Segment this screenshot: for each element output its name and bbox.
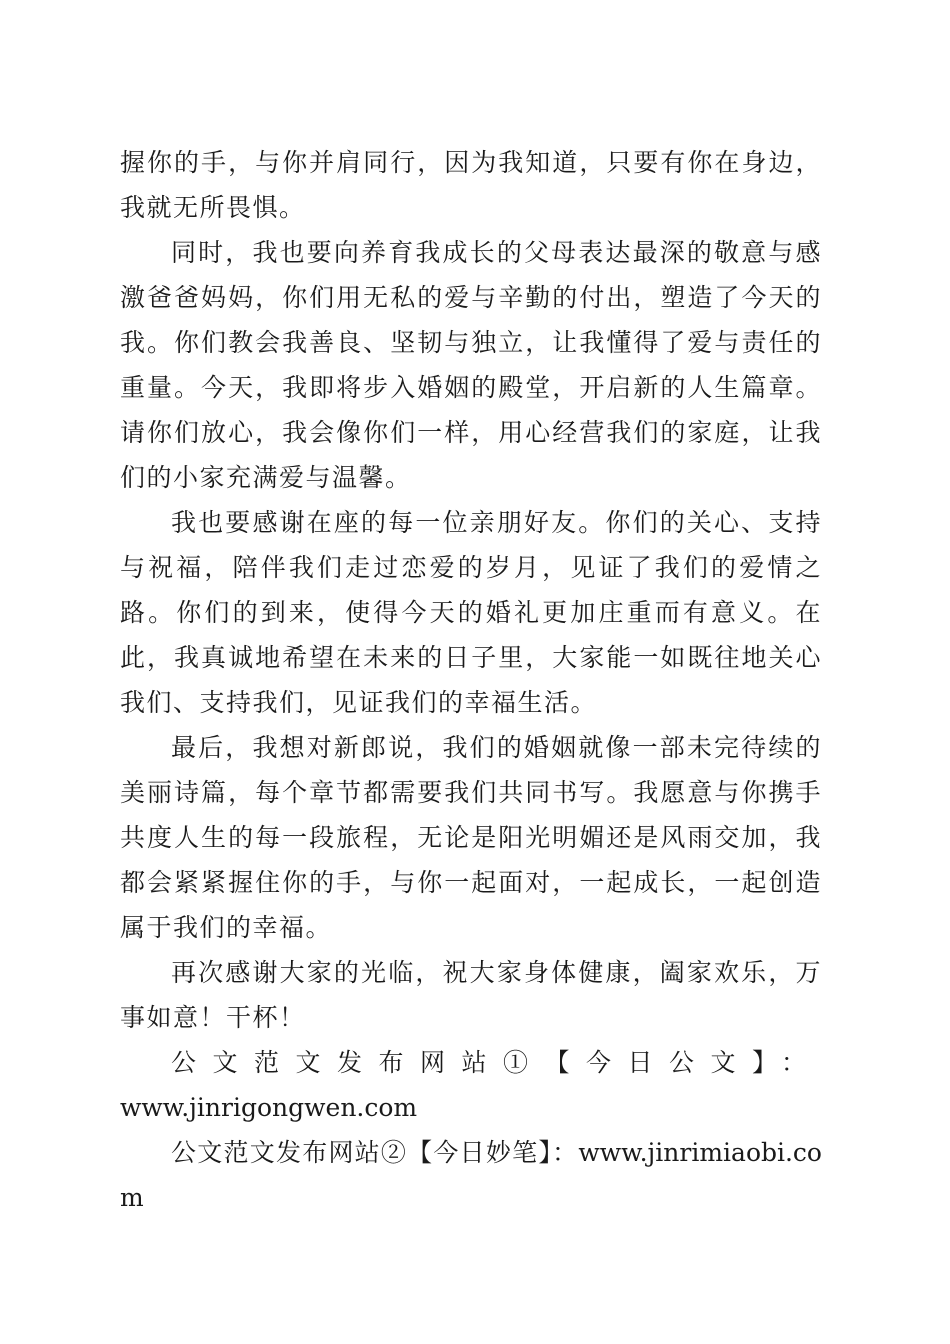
website-link-line-1 [120, 1040, 822, 1130]
document-body [120, 140, 822, 1220]
paragraph: 我也要感谢在座的每一位亲朋好友。你们的关心、支持与祝福，陪伴我们走过恋爱的岁月，见证了我们的爱情之路。你们的到来，使得今天的婚礼更加庄重而有意义。在此，我真诚地希望在未来的日子里，大家能一如既往地关心我们、支持我们，见证我们的幸福生活。 [120, 508, 822, 717]
website-url-2[interactable]: www.jinrimiaobi.com [120, 1138, 822, 1212]
website-url-1[interactable]: www.jinrigongwen.com [120, 1093, 418, 1122]
paragraph: 最后，我想对新郎说，我们的婚姻就像一部未完待续的美丽诗篇，每个章节都需要我们共同书写。我愿意与你携手共度人生的每一段旅程，无论是阳光明媚还是风雨交加，我都会紧紧握住你的手，与你一起面对，一起成长，一起创造属于我们的幸福。 [120, 733, 822, 942]
paragraph: 握你的手，与你并肩同行，因为我知道，只要有你在身边，我就无所畏惧。 [120, 148, 822, 222]
paragraph: 再次感谢大家的光临，祝大家身体健康，阖家欢乐，万事如意！干杯！ [120, 958, 822, 1032]
website-label-2: 公文范文发布网站②【今日妙笔】： [171, 1138, 579, 1167]
paragraph: 同时，我也要向养育我成长的父母表达最深的敬意与感激爸爸妈妈，你们用无私的爱与辛勤的付出，塑造了今天的我。你们教会我善良、坚韧与独立，让我懂得了爱与责任的重量。今天，我即将步入婚姻的殿堂，开启新的人生篇章。请你们放心，我会像你们一样，用心经营我们的家庭，让我们的小家充满爱与温馨。 [120, 238, 822, 492]
website-link-line-2 [120, 1130, 822, 1220]
website-label-1: 公文范文发布网站①【今日公文】： [171, 1048, 822, 1077]
